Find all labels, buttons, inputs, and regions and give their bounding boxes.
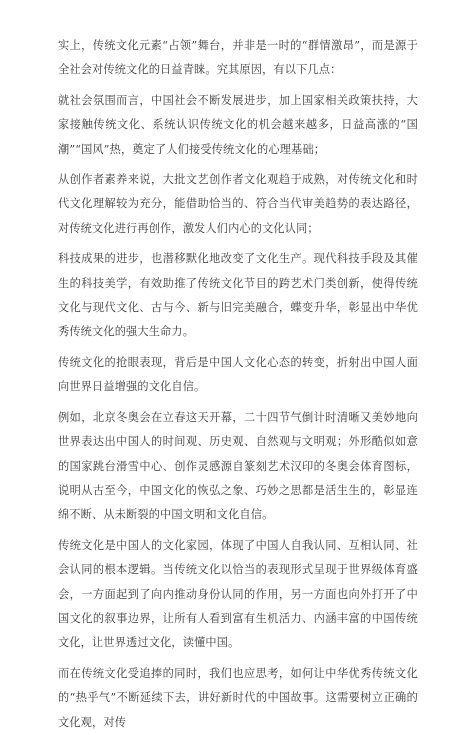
paragraph-5: 传统文化的抢眼表现，背后是中国人文化心态的转变，折射出中国人面向世界日益增强的文化自信。 [58, 355, 418, 394]
paragraph-7: 传统文化是中国人的文化家园，体现了中国人自我认同、互相认同、社会认同的根本逻辑。当传统文化以恰当的表现形式呈现于世界级体育盛会，一方面起到了向内推动身份认同的作用，另一方面也向外打开了中国文化的叙事边界，让所有人看到富有生机活力、内涵丰富的中国传统文化，让世界透过文化，读懂中国。 [58, 538, 418, 650]
paragraph-4: 科技成果的进步，也潜移默化地改变了文化生产。现代科技手段及其催生的科技美学，有效助推了传统文化节目的跨艺术门类创新，使得传统文化与现代文化、古与今、新与旧完美融合，蝶变升华，彰显出中华优秀传统文化的强大生命力。 [58, 252, 418, 339]
paragraph-8: 而在传统文化受追捧的同时，我们也应思考，如何让中华优秀传统文化的“热乎气”不断延续下去，讲好新时代的中国故事。这需要树立正确的文化观，对传 [58, 666, 418, 729]
paragraph-6: 例如，北京冬奥会在立春这天开幕，二十四节气倒计时清晰又美妙地向世界表达出中国人的时间观、历史观、自然观与文明观；外形酷似如意的国家跳台滑雪中心、创作灵感源自篆刻艺术汉印的冬奥会体育图标，说明从古至今，中国文化的恢弘之象、巧妙之思都是活生生的，彰显连绵不断、从未断裂的中国文明和文化自信。 [58, 410, 418, 522]
paragraph-1: 实上，传统文化元素“占领”舞台，并非是一时的“群情激昂”，而是源于全社会对传统文化的日益青睐。究其原因，有以下几点： [58, 39, 418, 77]
paragraph-3: 从创作者素养来说，大批文艺创作者文化观趋于成熟，对传统文化和时代文化理解较为充分，能借助恰当的、符合当代审美趋势的表达路径，对传统文化进行再创作，激发人们内心的文化认同； [58, 173, 418, 235]
paragraph-2: 就社会氛围而言，中国社会不断发展进步，加上国家相关政策扶持，大家接触传统文化、系统认识传统文化的机会越来越多，日益高涨的“国潮”“国风”热，奠定了人们接受传统文化的心理基础； [58, 93, 418, 156]
